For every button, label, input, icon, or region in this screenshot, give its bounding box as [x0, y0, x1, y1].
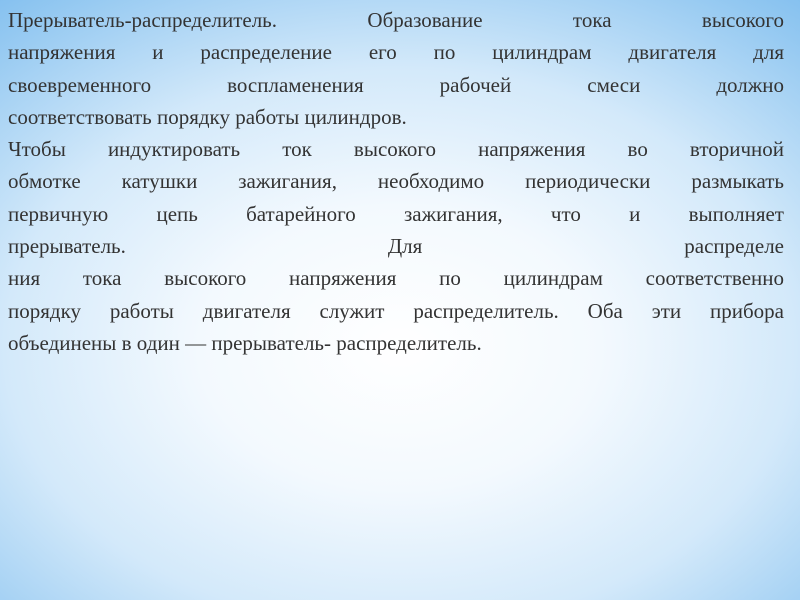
paragraph-2-line-3: первичную цепь батарейного зажигания, что и выполняет [8, 201, 784, 226]
paragraph-1-line-4: соответствовать порядку работы цилиндров. [8, 104, 407, 129]
paragraph-2-line-2: обмотке катушки зажигания, необходимо периодически размыкать [8, 169, 784, 194]
paragraph-2-line-4: прерыватель. Для распределе [8, 234, 784, 259]
paragraph-2-line-5: ния тока высокого напряжения по цилиндрам соответственно [8, 266, 784, 291]
paragraph-2 [8, 133, 784, 359]
paragraph-1-line-1: Прерыватель-распределитель. Образование тока высокого [8, 8, 784, 32]
slide-text-body [8, 4, 784, 359]
paragraph-2-line-7: объединены в один — прерыватель- распределитель. [8, 330, 482, 355]
paragraph-1 [8, 4, 784, 133]
paragraph-1-line-2: напряжения и распределение его по цилиндрам двигателя для [8, 40, 784, 65]
paragraph-2-line-6: порядку работы двигателя служит распределитель. Оба эти прибора [8, 298, 784, 323]
paragraph-1-line-3: своевременного воспламенения рабочей смеси должно [8, 72, 784, 97]
paragraph-2-line-1: Чтобы индуктировать ток высокого напряжения во вторичной [8, 137, 784, 162]
